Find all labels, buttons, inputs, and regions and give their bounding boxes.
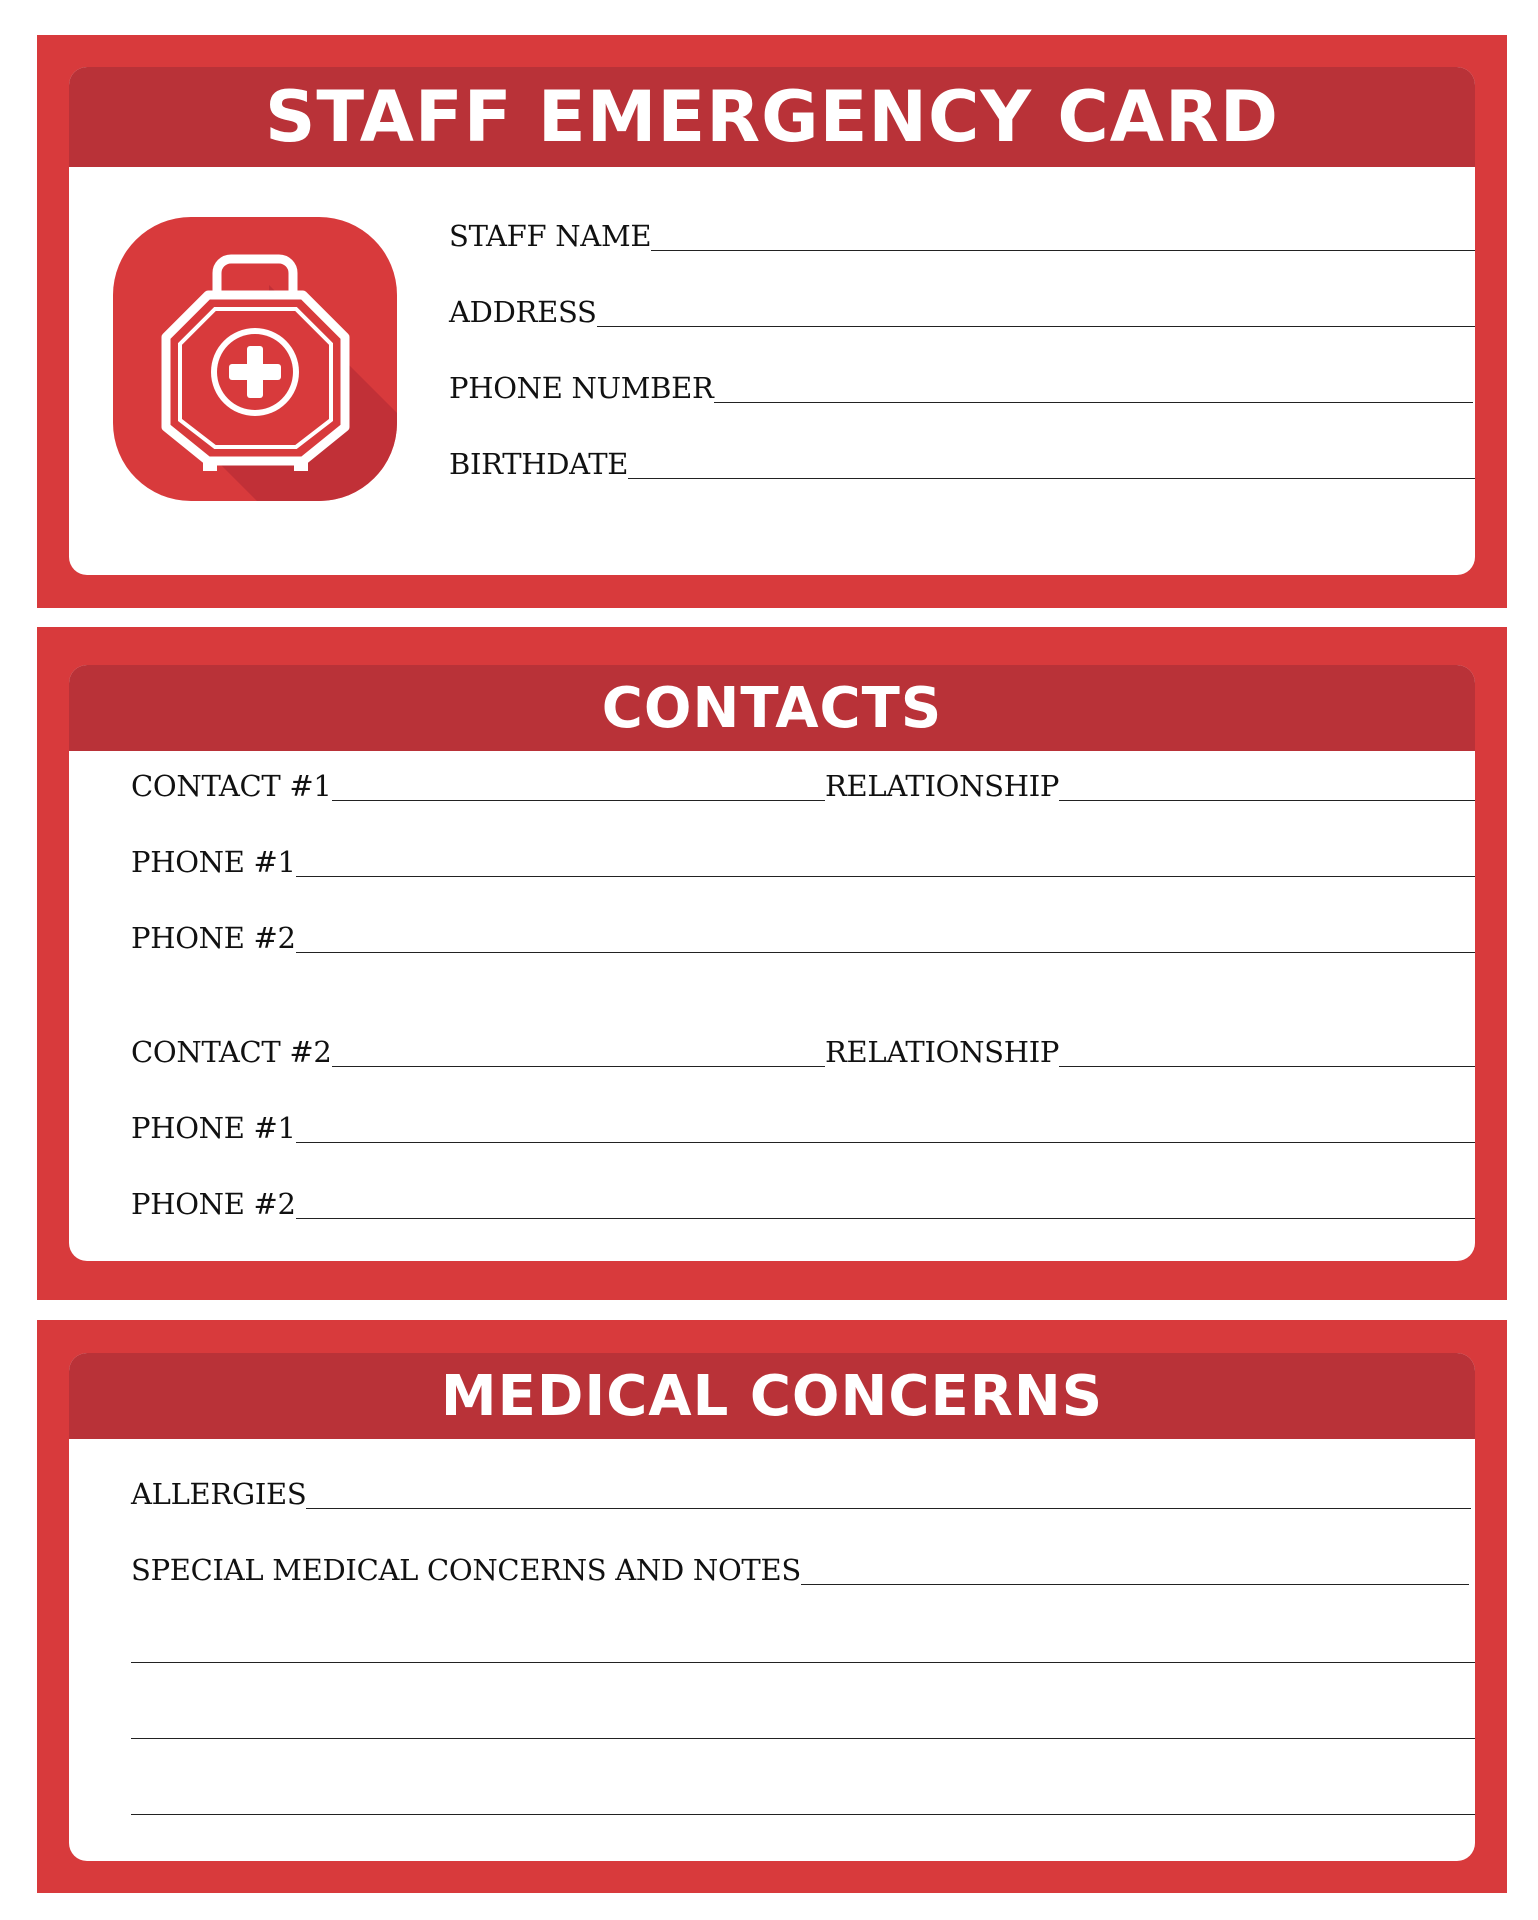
notes-blank-line[interactable] [131, 1738, 1475, 1739]
contacts-card [37, 627, 1507, 1300]
contact2-relationship-field[interactable]: RELATIONSHIP [825, 1031, 1475, 1071]
contact2-phone1-field[interactable]: PHONE #1 [131, 1107, 1475, 1147]
phone-number-field[interactable]: PHONE NUMBER [449, 367, 1473, 407]
card-title: STAFF EMERGENCY CARD [265, 76, 1279, 158]
contact1-relationship-field[interactable]: RELATIONSHIP [825, 765, 1475, 805]
notes-blank-line[interactable] [131, 1814, 1475, 1815]
allergies-field[interactable]: ALLERGIES [131, 1473, 1471, 1513]
contact1-phone2-field[interactable]: PHONE #2 [131, 917, 1475, 957]
contact1-name-field[interactable]: CONTACT #1 [131, 765, 825, 805]
contact1-phone1-field[interactable]: PHONE #1 [131, 841, 1475, 881]
address-field[interactable]: ADDRESS [449, 291, 1475, 331]
first-aid-kit-icon [113, 217, 397, 501]
staff-header-band [69, 67, 1475, 167]
contact2-name-field[interactable]: CONTACT #2 [131, 1031, 825, 1071]
staff-card [37, 35, 1507, 608]
contacts-header-band [69, 665, 1475, 751]
medical-title: MEDICAL CONCERNS [440, 1363, 1104, 1429]
contacts-title: CONTACTS [601, 675, 943, 741]
contacts-panel [69, 665, 1475, 1261]
medical-card [37, 1320, 1507, 1893]
medical-notes-field[interactable]: SPECIAL MEDICAL CONCERNS AND NOTES [131, 1549, 1469, 1589]
staff-panel [69, 67, 1475, 575]
notes-blank-line[interactable] [131, 1662, 1475, 1663]
medical-header-band [69, 1353, 1475, 1439]
contact2-phone2-field[interactable]: PHONE #2 [131, 1183, 1475, 1223]
medical-panel [69, 1353, 1475, 1861]
birthdate-field[interactable]: BIRTHDATE [449, 443, 1475, 483]
staff-name-field[interactable]: STAFF NAME [449, 215, 1475, 255]
